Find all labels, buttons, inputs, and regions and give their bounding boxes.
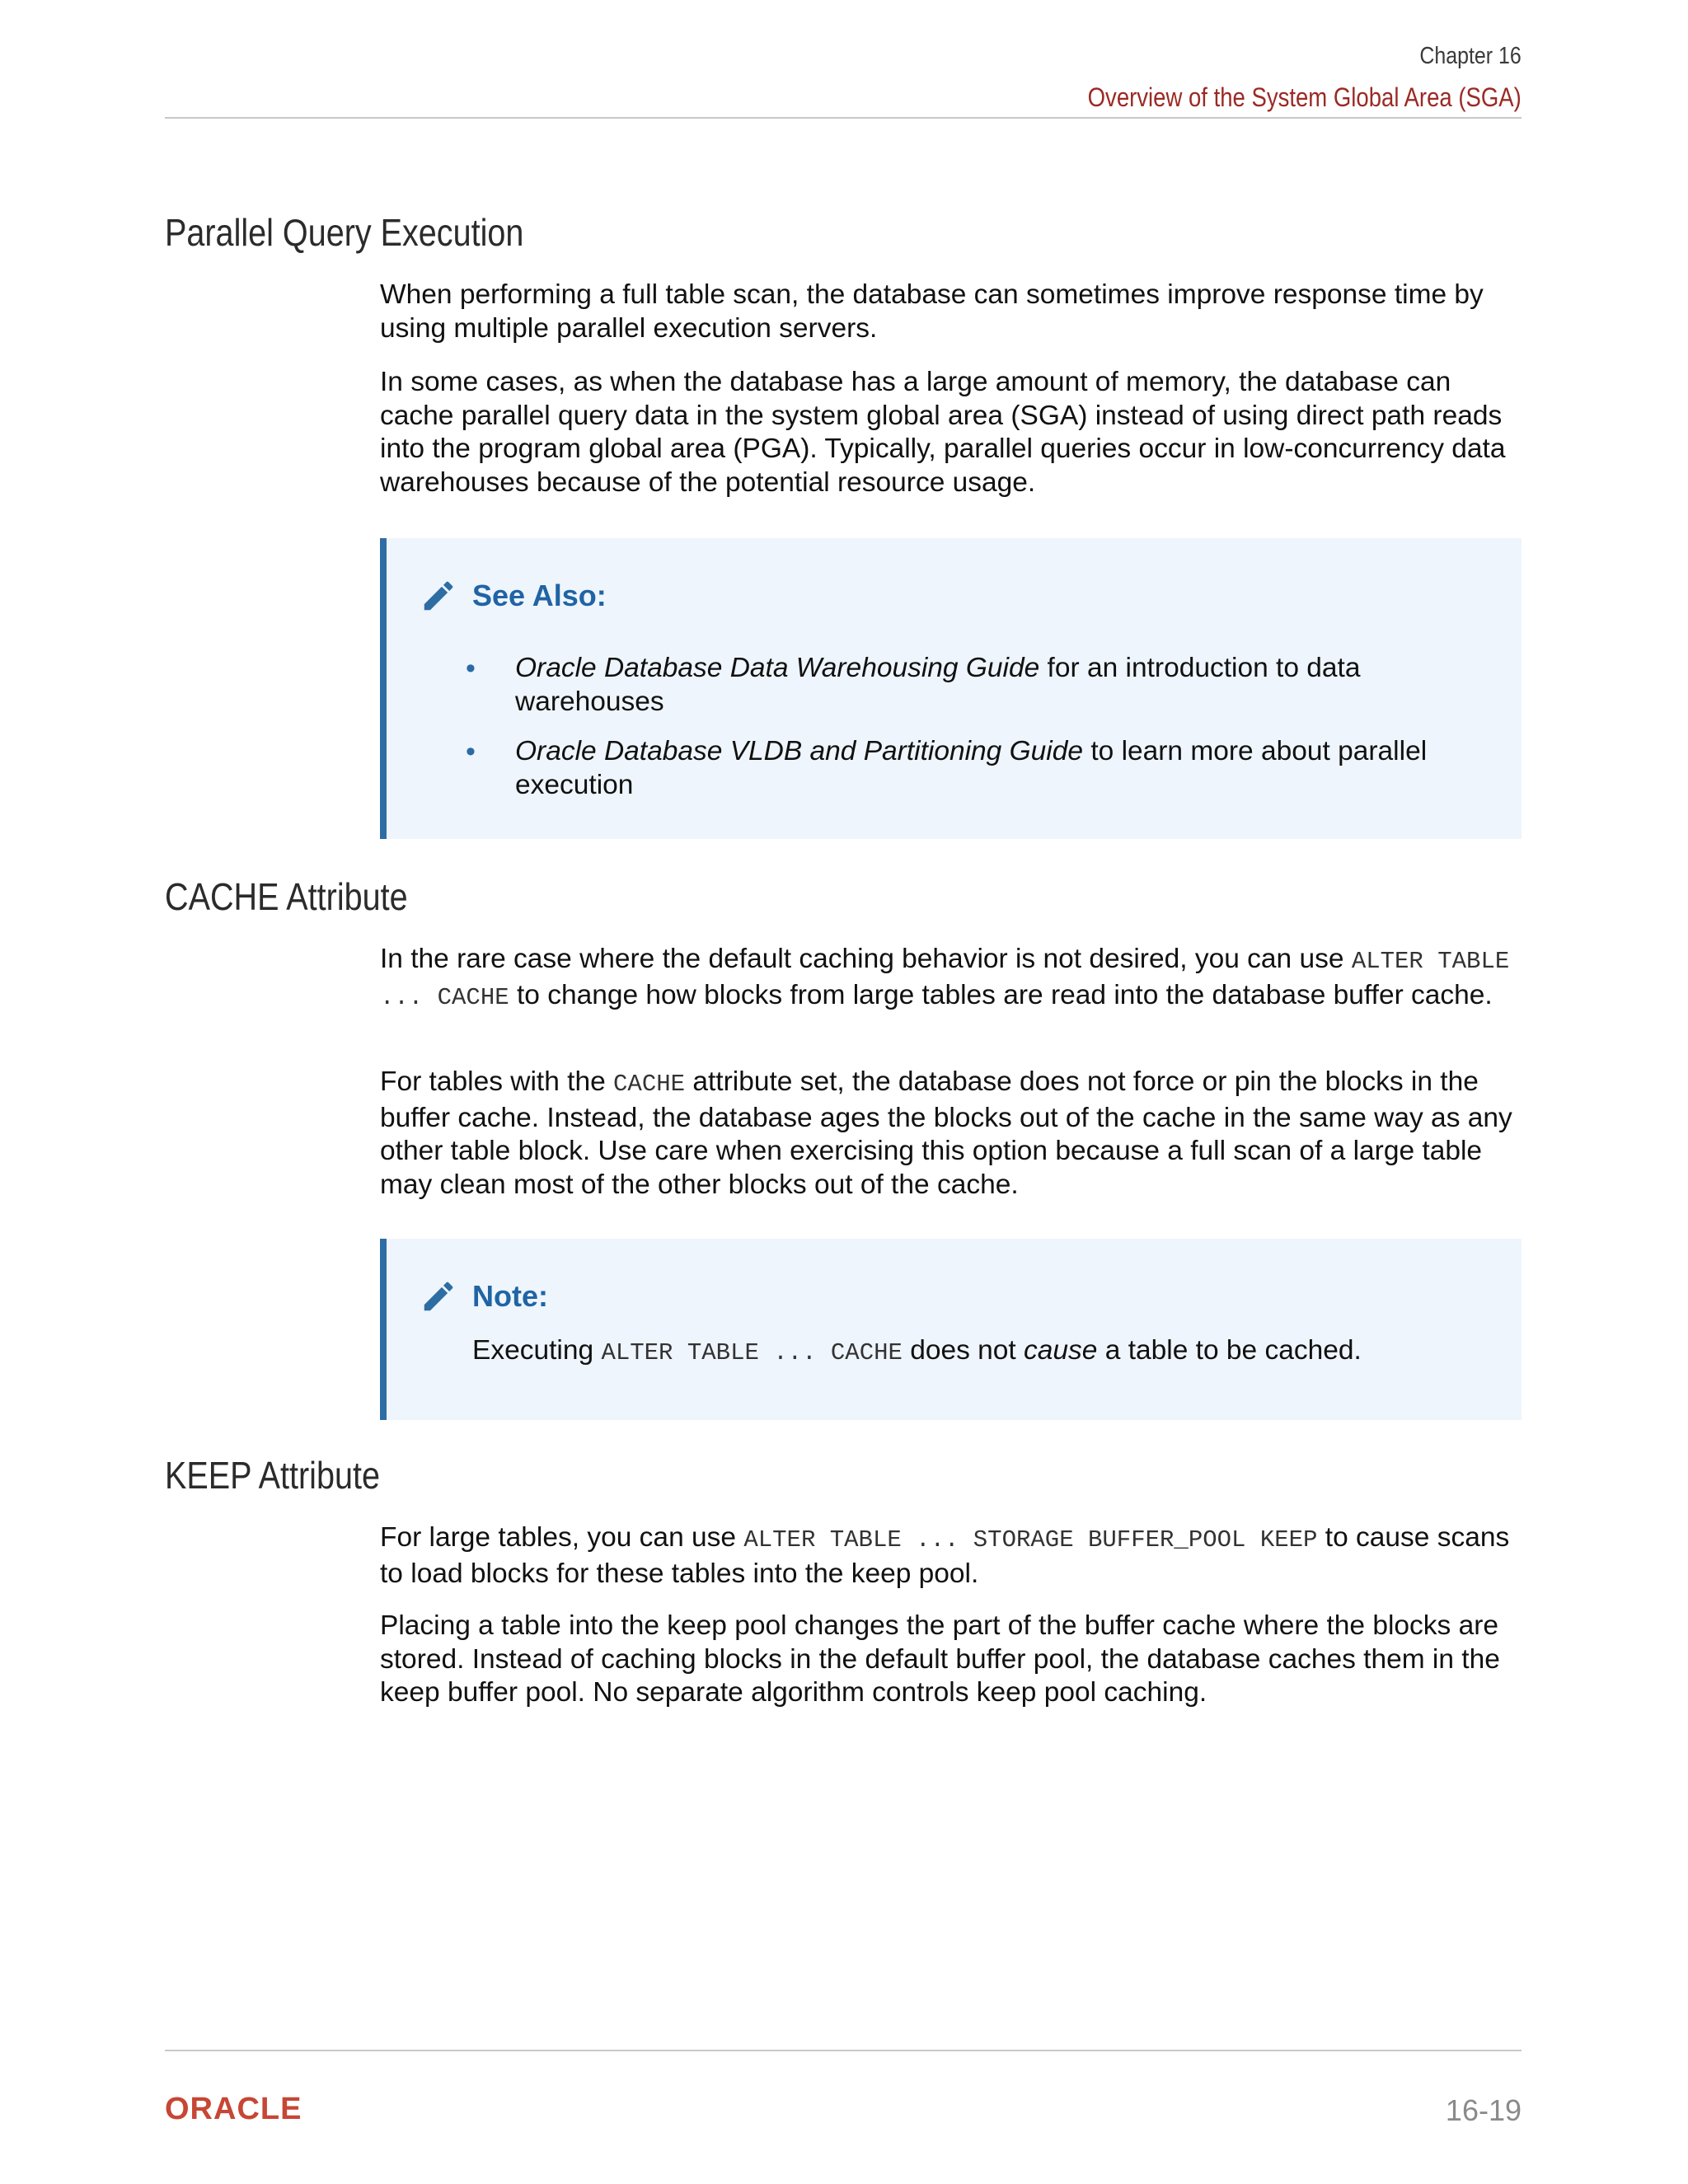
text-run: In the rare case where the default caching behavior is not desired, you can use <box>380 944 1352 974</box>
text-run: Executing <box>472 1335 602 1366</box>
page-number: 16-19 <box>1445 2093 1522 2127</box>
pencil-icon <box>420 1277 457 1315</box>
footer-divider <box>165 2050 1522 2051</box>
paragraph-parallel-2: In some cases, as when the database has a large amount of memory, the database can cache parallel query data in the system global area (SGA) instead of using direct path reads into the program global area (PGA). Typically, parallel queries occur in low-concurrency data warehouses because of the potential resource usage. <box>380 367 1506 498</box>
pencil-icon <box>420 577 457 615</box>
running-header <box>1017 41 1522 114</box>
see-also-callout <box>380 538 1522 839</box>
text-run: to change how blocks from large tables are read into the database buffer cache. <box>509 979 1493 1010</box>
see-also-title: See Also: <box>472 579 607 612</box>
bullet-icon: • <box>466 653 476 684</box>
note-title: Note: <box>472 1279 548 1313</box>
see-also-item-text: to learn more about parallel execution <box>515 736 1428 800</box>
paragraph-keep-1 <box>380 1521 1526 1591</box>
see-also-item-text: for an introduction to data warehouses <box>515 653 1361 717</box>
bullet-icon: • <box>466 736 476 767</box>
code-alter-table-cache: ALTER TABLE ... CACHE <box>601 1339 903 1366</box>
emphasis-text: cause <box>1024 1335 1098 1366</box>
heading-keep-attribute: KEEP Attribute <box>165 1454 380 1497</box>
code-storage-buffer-pool-keep: ALTER TABLE ... STORAGE BUFFER_POOL KEEP <box>743 1526 1318 1554</box>
heading-cache-attribute: CACHE Attribute <box>165 875 408 918</box>
oracle-logo <box>165 2092 349 2125</box>
section-link[interactable]: Overview of the System Global Area (SGA) <box>1087 82 1522 112</box>
text-run: For large tables, you can use <box>380 1522 744 1553</box>
note-text <box>472 1334 1362 1371</box>
chapter-label: Chapter 16 <box>1419 43 1522 69</box>
text-run: For tables with the <box>380 1066 614 1097</box>
book-title-link[interactable]: Oracle Database VLDB and Partitioning Guide <box>515 736 1084 766</box>
paragraph-cache-2 <box>380 1066 1526 1202</box>
see-also-item <box>466 652 1455 719</box>
text-run: does not <box>902 1335 1025 1366</box>
oracle-logo-text: ORACLE <box>165 2092 302 2125</box>
text-run: attribute set, the database does not force or pin the blocks in the buffer cache. Instead, the database ages the blocks out of the cache in the same way as any other table block. Use care when exercising this option because a full scan of a large table may clean most of the other blocks out of the cache. <box>380 1066 1512 1200</box>
code-cache: CACHE <box>613 1071 686 1098</box>
paragraph-keep-2: Placing a table into the keep pool changes the part of the buffer cache where the blocks are stored. Instead of caching blocks in the default buffer pool, the database caches them in the keep buffer pool. No separate algorithm controls keep pool caching. <box>380 1610 1500 1708</box>
book-title-link[interactable]: Oracle Database Data Warehousing Guide <box>515 653 1040 683</box>
note-callout <box>380 1239 1522 1420</box>
see-also-item <box>466 735 1455 802</box>
paragraph-parallel-1: When performing a full table scan, the database can sometimes improve response time by using multiple parallel execution servers. <box>380 279 1484 344</box>
see-also-list <box>466 652 1455 802</box>
text-run: a table to be cached. <box>1097 1335 1362 1366</box>
paragraph-cache-1 <box>380 943 1526 1015</box>
heading-parallel-query-execution: Parallel Query Execution <box>165 211 524 254</box>
header-divider <box>165 117 1522 119</box>
code-alter-table-cache: ALTER TABLE ... CACHE <box>380 948 1510 1011</box>
text-run: to cause scans to load blocks for these tables into the keep pool. <box>380 1522 1510 1589</box>
